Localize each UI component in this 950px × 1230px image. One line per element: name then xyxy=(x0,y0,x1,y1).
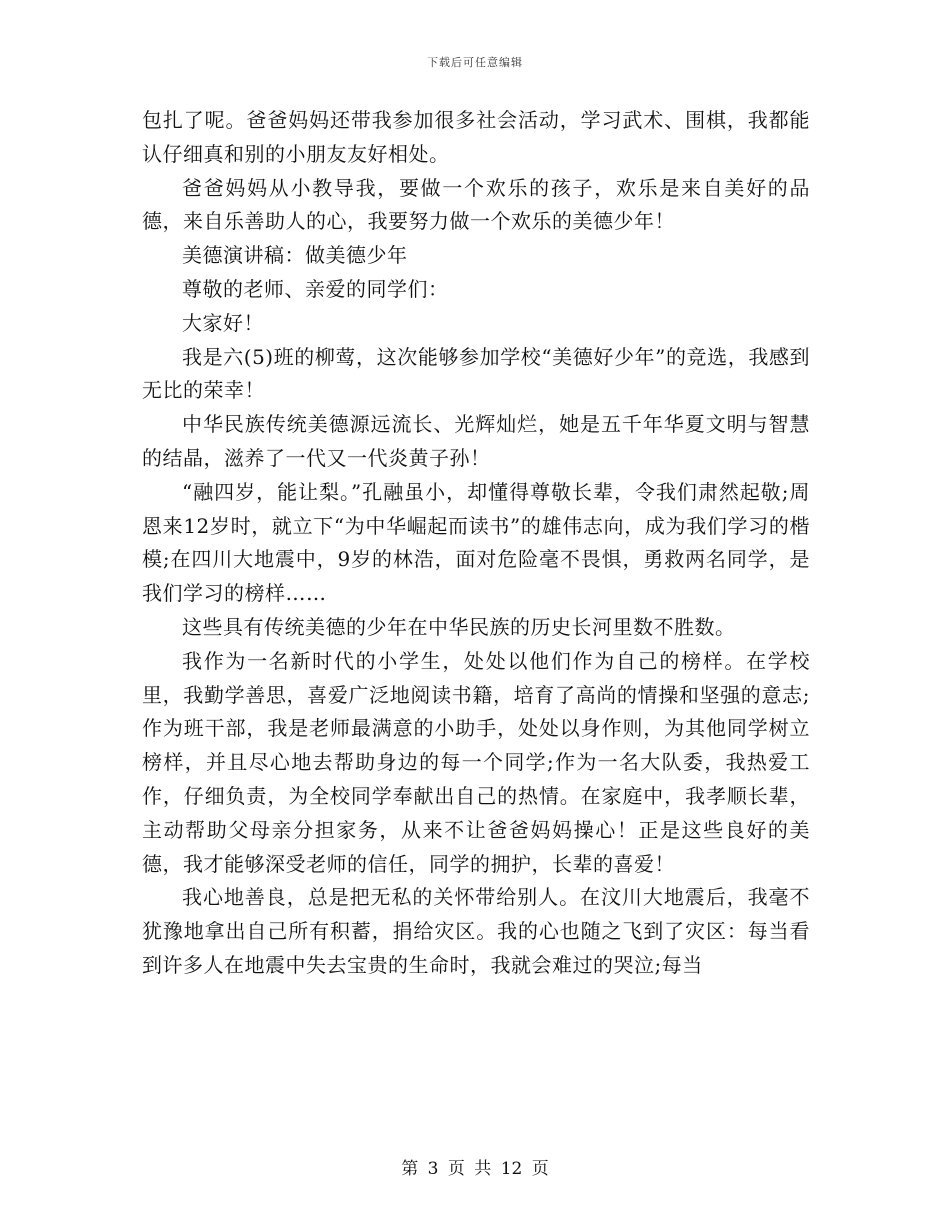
paragraph: 我是六(5)班的柳莺，这次能够参加学校“美德好少年”的竞选，我感到无比的荣幸！ xyxy=(142,344,810,403)
page-header: 下载后可任意编辑 xyxy=(427,56,523,69)
paragraph: 中华民族传统美德源远流长、光辉灿烂，她是五千年华夏文明与智慧的结晶，滋养了一代又一代炎黄子孙！ xyxy=(142,412,810,470)
paragraph: 我作为一名新时代的小学生，处处以他们作为自己的榜样。在学校里，我勤学善思，喜爱广泛地阅读书籍，培育了高尚的情操和坚强的意志;作为班干部，我是老师最满意的小助手，处处以身作则，为其他同学树立榜样，并且尽心地去帮助身边的每一个同学;作为一名大队委，我热爱工作，仔细负责，为全校同学奉献出自己的热情。在家庭中，我孝顺长辈，主动帮助父母亲分担家务，从来不让爸爸妈妈操心！正是这些良好的美德，我才能够深受老师的信任，同学的拥护，长辈的喜爱！ xyxy=(142,648,810,876)
salutation: 尊敬的老师、亲爱的同学们： xyxy=(182,276,449,301)
paragraph: 爸爸妈妈从小教导我，要做一个欢乐的孩子，欢乐是来自美好的品德，来自乐善助人的心，我要努力做一个欢乐的美德少年！ xyxy=(142,175,810,234)
paragraph-continued: 包扎了呢。爸爸妈妈还带我参加很多社会活动，学习武术、围棋，我都能认仔细真和别的小朋友友好相处。 xyxy=(142,108,810,166)
paragraph: 我心地善良，总是把无私的关怀带给别人。在汶川大地震后，我毫不犹豫地拿出自己所有积蓄，捐给灾区。我的心也随之飞到了灾区：每当看到许多人在地震中失去宝贵的生命时，我就会难过的哭泣;每当 xyxy=(142,885,810,977)
document-body xyxy=(142,104,810,983)
paragraph: “融四岁，能让梨。”孔融虽小，却懂得尊敬长辈，令我们肃然起敬;周恩来12岁时，就立下“为中华崛起而读书”的雄伟志向，成为我们学习的楷模;在四川大地震中，9岁的林浩，面对危险毫不畏惧，勇救两名同学，是我们学习的榜样…… xyxy=(142,479,810,606)
speech-title: 美德演讲稿：做美德少年 xyxy=(182,243,408,268)
paragraph: 这些具有传统美德的少年在中华民族的历史长河里数不胜数。 xyxy=(182,614,736,639)
page-footer: 第 3 页 共 12 页 xyxy=(401,1159,549,1179)
greeting: 大家好！ xyxy=(182,310,264,335)
